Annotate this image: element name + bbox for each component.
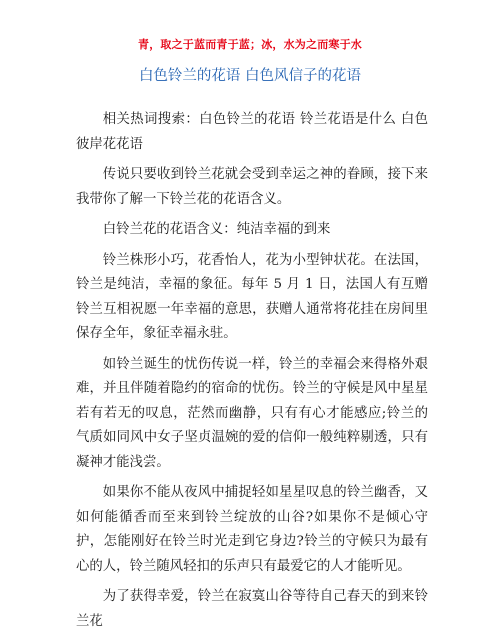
keywords-paragraph: 相关热词搜索：白色铃兰的花语 铃兰花语是什么 白色彼岸花花语 [76, 112, 428, 152]
cutoff-paragraph: 为了获得幸爱，铃兰在寂寞山谷等待自己春天的到来铃兰花 [76, 589, 428, 629]
france-paragraph: 铃兰株形小巧，花香怡人，花为小型钟状花。在法国，铃兰是纯洁，幸福的象征。每年 5 月 1 日，法国人有互赠铃兰互相祝愿一年幸福的意思，获赠人通常将花挂在房间里保存全年，象征幸福永驻。 [76, 252, 428, 341]
article-title: 白色铃兰的花语 白色风信子的花语 [138, 68, 362, 84]
header-motto: 青，取之于蓝而青于蓝；冰，水为之而寒于水 [138, 38, 362, 51]
fragrance-paragraph: 如果你不能从夜风中捕捉轻如星星叹息的铃兰幽香，又如何能循香而至来到铃兰绽放的山谷?如果你不是倾心守护，怎能刚好在铃兰时光走到它身边?铃兰的守候只为最有心的人，铃兰随风轻扣的乐声只有最爱它的人才能听见。 [76, 485, 428, 574]
legend-paragraph: 如铃兰诞生的忧伤传说一样，铃兰的幸福会来得格外艰难，并且伴随着隐约的宿命的忧伤。铃兰的守候是风中星星若有若无的叹息，茫然而幽静，只有有心才能感应;铃兰的气质如同风中女子坚贞温婉的爱的信仰一般纯粹剔透，只有凝神才能浅尝。 [76, 356, 428, 470]
intro-paragraph: 传说只要收到铃兰花就会受到幸运之神的眷顾，接下来我带你了解一下铃兰花的花语含义。 [76, 167, 428, 207]
article-body [76, 108, 428, 640]
meaning-heading-paragraph: 白铃兰花的花语含义：纯洁幸福的到来 [102, 222, 331, 237]
